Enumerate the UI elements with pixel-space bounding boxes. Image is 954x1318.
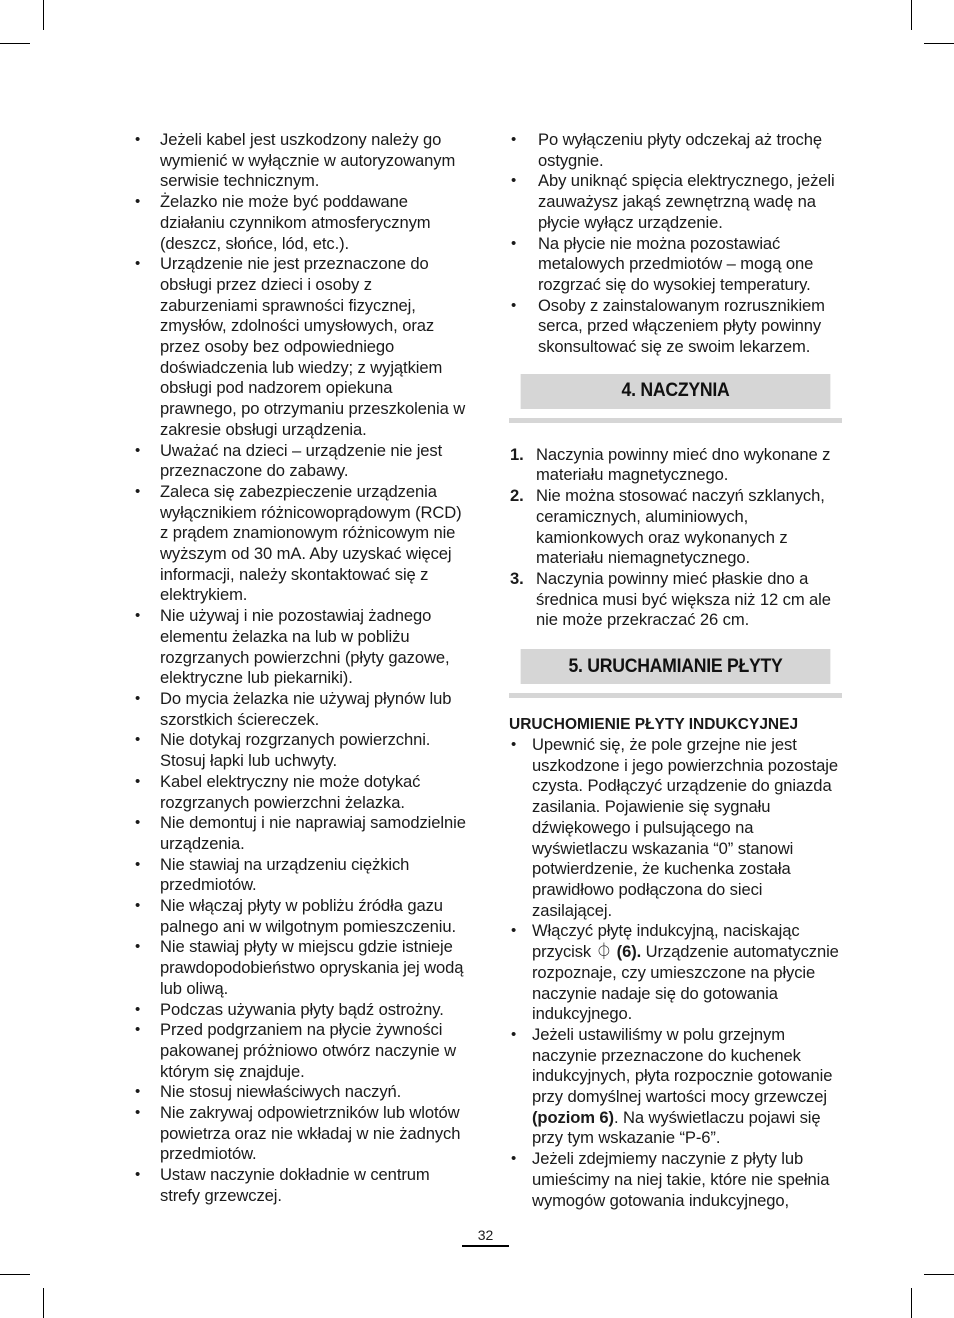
bullet-icon: • [135, 938, 141, 956]
bullet-icon: • [511, 736, 517, 754]
startup-list [509, 735, 842, 1211]
list-item: • Nie demontuj i nie naprawiaj samodzielnie urządzenia. [135, 813, 466, 853]
bullet-icon: • [135, 255, 141, 273]
bullet-icon: • [135, 607, 141, 625]
bullet-icon: • [135, 855, 141, 873]
bullet-icon: • [135, 689, 141, 707]
list-item: • Upewnić się, że pole grzejne nie jest uszkodzone i jego powierzchnia pozostaje czysta. Podłączyć urządzenie do gniazda zasilania. Pojawienie się sygnału dźwiękowego i pulsującego na wyświetlaczu wskazania “0” stanowi potwierdzenie, że kuchenka została prawidłowo podłączona do sieci zasilającej. [511, 735, 838, 920]
list-item: • Jeżeli kabel jest uszkodzony należy go wymienić w wyłącznie w autoryzowanym serwisie technicznym. [135, 130, 456, 191]
list-item: • Nie dotykaj rozgrzanych powierzchni. Stosuj łapki lub uchwyty. [135, 730, 431, 771]
bullet-icon: • [135, 1083, 141, 1101]
bullet-icon: • [135, 482, 141, 500]
list-item: • Jeżeli zdejmiemy naczynie z płyty lub umieścimy na niej takie, które nie spełnia wymogów gotowania indukcyjnego, [511, 1149, 830, 1210]
bullet-icon: • [135, 897, 141, 915]
subheading: URUCHOMIENIE PŁYTY INDUKCYJNEJ [509, 716, 799, 734]
list-item: • Ustaw naczynie dokładnie w centrum strefy grzewczej. [135, 1165, 430, 1205]
safety-list [133, 130, 468, 1207]
crop-mark [0, 1274, 30, 1275]
list-item: 2. Nie można stosować naczyń szklanych, ceramicznych, aluminiowych, kamionkowych oraz wykonanych z materiału niemagnetycznego. [510, 486, 825, 568]
list-item: • Nie stosuj niewłaściwych naczyń. [135, 1082, 402, 1102]
crop-mark [924, 43, 954, 44]
list-item: • Nie stawiaj na urządzeniu ciężkich przedmiotów. [135, 854, 410, 895]
list-item: 1. Naczynia powinny mieć dno wykonane z materiału magnetycznego. [510, 444, 831, 485]
list-item: • Żelazko nie może być poddawane działaniu czynnikom atmosferycznym (deszcz, słońce, lód, etc.). [135, 192, 431, 253]
list-item: • Podczas używania płyty bądź ostrożny. [135, 999, 444, 1019]
list-item: • Do mycia żelazka nie używaj płynów lub szorstkich ściereczek. [135, 688, 452, 729]
list-item: • Uważać na dzieci – urządzenie nie jest przeznaczone do zabawy. [135, 440, 443, 481]
list-item: • Urządzenie nie jest przeznaczone do obsługi przez dzieci i osoby z zaburzeniami sprawności fizycznej, zmysłów, zdolności umysłowych, oraz przez osoby bez odpowiedniego doświadczenia lub wiedzy; z wyjątkiem obsługi pod nadzorem opiekuna prawnego, po otrzymaniu przeszkolenia w zakresie obsługi urządzenia. [135, 254, 466, 439]
bullet-icon: • [135, 193, 141, 211]
crop-mark [0, 43, 30, 44]
list-item: • Nie zakrywaj odpowietrzników lub wlotów powietrza oraz nie wkładaj w nie żadnych przedmiotów. [135, 1103, 461, 1164]
page-number-rule [462, 1245, 509, 1247]
right-column [509, 130, 842, 1211]
bullet-icon: • [511, 131, 517, 148]
bullet-icon: • [511, 1025, 517, 1043]
crop-mark [911, 1288, 912, 1318]
bullet-icon: • [135, 1104, 141, 1122]
safety-list-continued [509, 130, 842, 358]
list-item: 3. Naczynia powinny mieć płaskie dno a średnica musi być większa niż 12 cm ale nie może przekraczać 26 cm. [510, 568, 831, 630]
crop-mark [911, 0, 912, 30]
bullet-icon: • [135, 1166, 141, 1184]
list-item: • Przed podgrzaniem na płycie żywności pakowanej próżniowo otwórz naczynie w którym się znajduje. [135, 1020, 457, 1081]
list-item: • Nie używaj i nie pozostawiaj żadnego elementu żelazka na lub w pobliżu rozgrzanych powierzchni (płyty gazowe, elektryczne lub piekarniki). [135, 606, 450, 688]
crop-mark [43, 0, 44, 30]
list-item: • Kabel elektryczny nie może dotykać rozgrzanych powierzchni żelazka. [135, 771, 421, 812]
bullet-icon: • [511, 172, 517, 190]
bullet-icon: • [135, 814, 141, 832]
bullet-icon: • [135, 731, 141, 749]
bullet-icon: • [135, 772, 141, 790]
bullet-icon: • [511, 1150, 517, 1168]
bullet-icon: • [511, 296, 517, 314]
left-column [133, 130, 468, 1207]
bullet-icon: • [135, 1021, 141, 1039]
list-item: • Jeżeli ustawiliśmy w polu grzejnym naczynie przeznaczone do kuchenek indukcyjnych, płyta rozpocznie gotowanie przy domyślnej wartości mocy grzewczej (poziom 6). Na wyświetlaczu pojawi się przy tym wskazanie “P-6”. [511, 1024, 833, 1148]
section-heading-uruchamianie: 5. URUCHAMIANIE PŁYTY [521, 649, 831, 684]
bullet-icon: • [135, 1000, 141, 1018]
list-item: • Osoby z zainstalowanym rozrusznikiem serca, przed włączeniem płyty powinny skonsultować się ze swoim lekarzem. [511, 295, 825, 357]
list-item: • Nie włączaj płyty w pobliżu źródła gazu palnego ani w wilgotnym pomieszczeniu. [135, 896, 456, 936]
list-item: • Aby uniknąć spięcia elektrycznego, jeżeli zauważysz jakąś zewnętrzną wadę na płycie wyłącz urządzenie. [511, 171, 835, 232]
cookware-list [509, 445, 842, 631]
power-symbol-icon: ⏀ [595, 942, 613, 962]
list-item: • Zaleca się zabezpieczenie urządzenia wyłącznikiem różnicowoprądowym (RCD) z prądem znamionowym różnicowym nie wyższym od 30 mA. Aby uzyskać więcej informacji, należy skontaktować się z elektrykiem. [135, 481, 462, 605]
crop-mark [43, 1288, 44, 1318]
bullet-icon: • [511, 922, 517, 940]
crop-mark [924, 1274, 954, 1275]
list-item: • Włączyć płytę indukcyjną, naciskając przycisk ⏀ (6). Urządzenie automatycznie rozpoznaje, czy umieszczone na płycie naczynie nadaje się do gotowania indukcyjnego. [511, 921, 839, 1024]
page-number: 32 [477, 1227, 494, 1243]
bullet-icon: • [511, 234, 517, 252]
bullet-icon: • [135, 441, 141, 459]
list-item: • Po wyłączeniu płyty odczekaj aż trochę ostygnie. [511, 130, 822, 170]
bullet-icon: • [135, 131, 141, 148]
section-heading-naczynia: 4. NACZYNIA [521, 374, 831, 409]
list-item: • Nie stawiaj płyty w miejscu gdzie istnieje prawdopodobieństwo opryskania jej wodą lub oliwą. [135, 937, 464, 998]
list-item: • Na płycie nie można pozostawiać metalowych przedmiotów – mogą one rozgrzać się do wysokiej temperatury. [511, 233, 814, 294]
